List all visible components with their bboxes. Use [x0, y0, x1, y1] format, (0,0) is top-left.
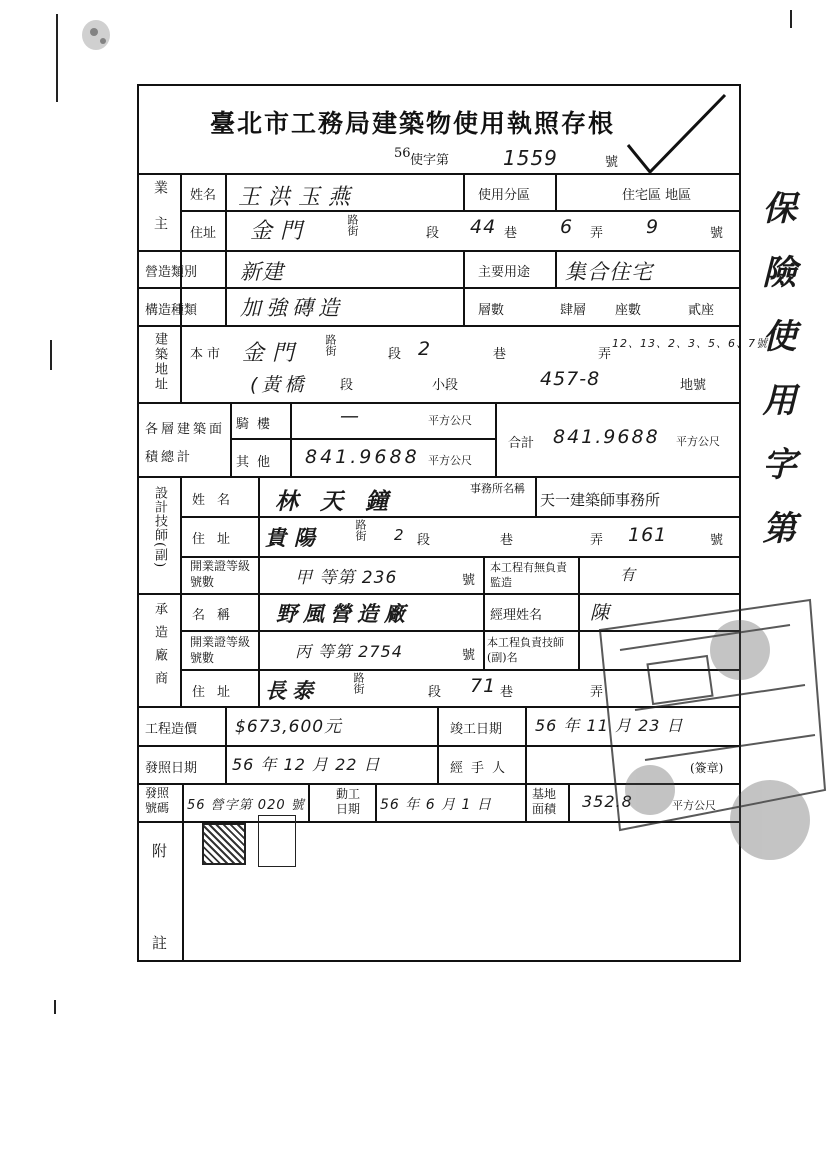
main-use: 集合住宅: [565, 260, 653, 284]
supervision-label: 本工程有無負責監造: [490, 561, 567, 589]
rule: [137, 250, 741, 252]
site-street-label: 弄: [598, 347, 612, 362]
site-district: (黃橋: [250, 374, 308, 396]
rule: [555, 173, 557, 210]
contractor-road-label: 路街: [352, 672, 365, 694]
rule: [137, 402, 741, 404]
handler-label: 經手人: [450, 761, 514, 776]
designer-section-label: 設計技師(副): [152, 486, 167, 569]
rule: [463, 173, 465, 210]
contractor-name: 野風營造廠: [276, 602, 411, 626]
designer-name-label: 姓名: [192, 493, 243, 508]
completion-label: 竣工日期: [450, 722, 503, 737]
rule: [525, 745, 527, 783]
issue-date-value: 56 年 12 月 22 日: [232, 755, 381, 774]
designer-street-no: 161: [628, 524, 668, 546]
manager-name: 陳: [590, 602, 611, 624]
rule: [463, 250, 465, 325]
owner-lane: 6: [560, 216, 574, 238]
total-sqm: 平方公尺: [676, 435, 720, 448]
rule: [137, 287, 741, 289]
rule: [180, 516, 741, 518]
arcade-value: —: [340, 405, 360, 427]
permit-number: 1559: [503, 146, 558, 170]
rule: [137, 173, 741, 175]
rule: [225, 173, 227, 325]
supervision-value: 有: [620, 566, 637, 584]
scan-noise: [90, 28, 98, 36]
designer-name: 林天鐘: [275, 489, 410, 515]
rule: [483, 556, 485, 669]
road-label: 路街: [346, 214, 359, 236]
designer-street-label: 弄: [590, 533, 604, 548]
owner-alley: 44: [470, 216, 497, 238]
buildings-value: 貳座: [688, 303, 715, 318]
contractor-license-hao: 號: [462, 648, 476, 663]
rule: [525, 783, 527, 821]
start-value: 56 年 6 月 1 日: [380, 797, 492, 813]
use-zone-value: 住宅區 地區: [622, 188, 692, 203]
designer-address-road: 貴陽: [265, 526, 323, 550]
section-label: 段: [426, 226, 440, 241]
contractor-license: 丙 等第 2754: [295, 642, 403, 661]
designer-license: 甲 等第 236: [295, 568, 398, 588]
rule: [535, 476, 537, 516]
rule: [578, 556, 580, 669]
arcade-label: 騎樓: [236, 417, 279, 432]
rule: [437, 745, 439, 783]
use-zone-label: 使用分區: [478, 188, 531, 203]
owner-section-label: 業主: [152, 180, 168, 252]
rule: [568, 783, 570, 821]
main-use-label: 主要用途: [478, 265, 531, 280]
construction-type-label: 營造類別: [145, 265, 198, 280]
office-name-label: 事務所名稱: [470, 482, 525, 495]
structure-type-label: 構造種類: [145, 303, 198, 318]
designer-number-label: 號: [710, 533, 724, 548]
buildings-label: 座數: [615, 303, 642, 318]
rule: [137, 476, 741, 478]
office-name: 天一建築師事務所: [540, 491, 661, 509]
contractor-alley: 71: [470, 675, 497, 697]
arcade-sqm: 平方公尺: [428, 414, 472, 427]
rule: [290, 402, 292, 476]
lane-label: 弄: [590, 226, 604, 241]
site-district-section: 段: [340, 378, 354, 393]
seal-label: (簽章): [690, 761, 724, 775]
rule: [225, 745, 227, 783]
cost-label: 工程造價: [145, 722, 198, 737]
scan-margin-line: [790, 10, 792, 28]
owner-number: 9: [646, 216, 660, 238]
permit-number-label: 使字第: [410, 153, 450, 168]
contractor-street-label: 弄: [590, 685, 604, 700]
rule: [225, 706, 227, 745]
designer-road-label: 路街: [354, 519, 367, 541]
number-label: 號: [710, 226, 724, 241]
designer-address-label: 住址: [192, 532, 243, 547]
site-section-word: 段: [388, 347, 402, 362]
contractor-address-label: 住址: [192, 685, 243, 700]
site-subsection-label: 小段: [432, 378, 459, 393]
rule: [495, 402, 497, 476]
alley-label: 巷: [504, 226, 518, 241]
owner-address-road: 金門: [250, 219, 311, 244]
site-road-label: 路街: [324, 334, 337, 356]
construction-type: 新建: [240, 260, 284, 284]
rule: [375, 783, 377, 821]
scan-margin-line: [56, 14, 58, 102]
rule: [555, 250, 557, 287]
base-area-sqm: 平方公尺: [672, 799, 716, 812]
designer-section-no: 2: [394, 526, 405, 544]
designer-license-hao: 號: [462, 573, 476, 588]
site-alley-label: 巷: [493, 347, 507, 362]
seal-stamp: [258, 815, 296, 867]
rule: [308, 783, 310, 821]
base-area-value: 352.8: [582, 792, 633, 811]
site-road: 金門: [242, 341, 303, 366]
rule: [180, 476, 182, 706]
rule: [230, 402, 232, 476]
cost-value: $673,600元: [235, 717, 343, 737]
contractor-address-road: 長泰: [265, 679, 319, 703]
structure-type: 加強磚造: [240, 296, 344, 320]
scan-margin-line: [54, 1000, 56, 1014]
rule: [230, 438, 495, 440]
other-label: 其他: [236, 455, 279, 470]
rule: [137, 325, 741, 327]
issue-no-value: 56 營字第 020 號: [187, 798, 305, 813]
document-title: 臺北市工務局建築物使用執照存根: [210, 109, 616, 138]
contractor-section-word: 段: [428, 685, 442, 700]
owner-name-label: 姓名: [190, 188, 217, 203]
contractor-alley-label: 巷: [500, 685, 514, 700]
owner-name: 王洪玉燕: [238, 185, 359, 210]
permit-hao: 號: [605, 155, 619, 170]
total-value: 841.9688: [553, 426, 660, 448]
city-label: 本市: [190, 347, 225, 362]
rule: [180, 556, 741, 558]
seal-stamp: [202, 823, 246, 865]
manager-label: 經理姓名: [490, 608, 543, 623]
designer-section-word: 段: [417, 533, 431, 548]
overlapping-stamp: [590, 590, 830, 910]
margin-vertical-text: 保險使用字第: [756, 190, 796, 574]
site-section: 2: [418, 338, 432, 360]
floors-value: 肆層: [560, 303, 587, 318]
rule: [180, 325, 182, 402]
base-area-label: 基地面積: [532, 787, 557, 816]
rule: [258, 476, 260, 706]
contractor-section-label: 承造廠商: [152, 602, 167, 694]
designer-alley-label: 巷: [500, 533, 514, 548]
owner-address-label: 住址: [190, 226, 217, 241]
rule: [525, 706, 527, 745]
start-label: 動工日期: [336, 787, 361, 816]
site-section-label: 建築地址: [152, 332, 167, 392]
notes-label-2: 註: [152, 934, 168, 952]
completion-value: 56 年 11 月 23 日: [535, 716, 684, 735]
floors-label: 層數: [478, 303, 505, 318]
other-sqm: 平方公尺: [428, 454, 472, 467]
notes-label-1: 附: [152, 842, 168, 860]
floor-area-label: 各層建築面積總計: [145, 422, 226, 465]
total-label: 合計: [508, 436, 535, 451]
permit-year: 56: [394, 146, 411, 161]
lot-label: 地號: [680, 378, 707, 393]
scan-margin-line: [50, 340, 52, 370]
site-lot: 457-8: [540, 368, 601, 390]
contractor-name-label: 名稱: [192, 608, 243, 623]
designer-license-label: 開業證等級號數: [190, 559, 251, 589]
contractor-license-label: 開業證等級號數: [190, 635, 251, 665]
scan-noise: [100, 38, 106, 44]
rule: [437, 706, 439, 745]
issue-date-label: 發照日期: [145, 761, 198, 776]
tech-label: 本工程負責技師(副)名: [487, 636, 564, 664]
rule: [182, 783, 184, 961]
site-lane-numbers: 12、13、2、3、5、6、7號: [612, 337, 768, 350]
other-value: 841.9688: [305, 446, 420, 468]
issue-no-label: 發照號碼: [145, 786, 170, 815]
